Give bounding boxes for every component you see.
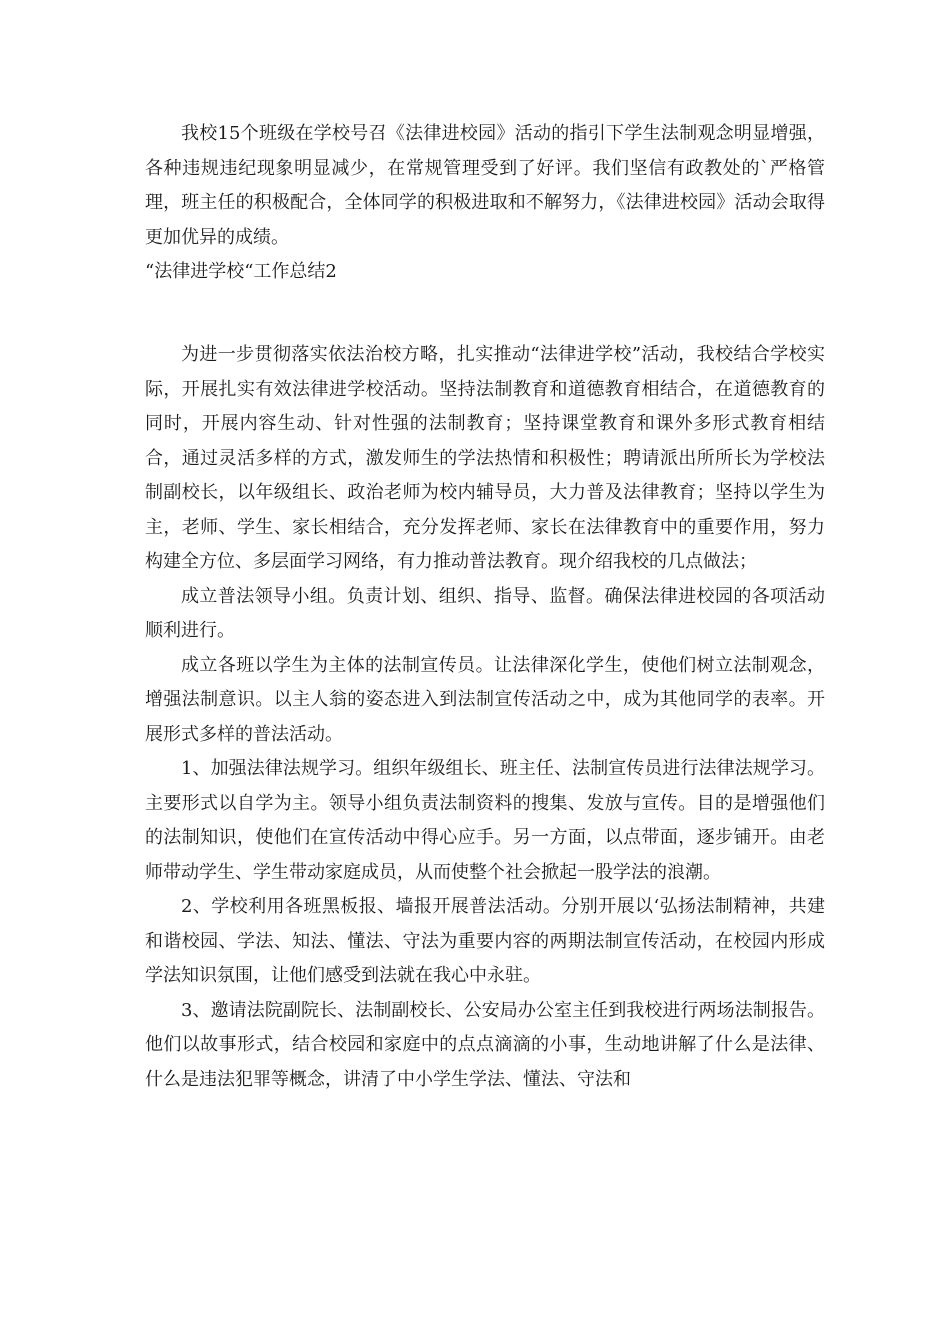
body-paragraph-3: 成立各班以学生为主体的法制宣传员。让法律深化学生，使他们树立法制观念，增强法制意识。以主人翁的姿态进入到法制宣传活动之中，成为其他同学的表率。开展形式多样的普法活动。	[145, 654, 825, 745]
body-paragraph-6: 3、邀请法院副院长、法制副校长、公安局办公室主任到我校进行两场法制报告。他们以故事形式，结合校园和家庭中的点点滴滴的小事，生动地讲解了什么是法律、什么是违法犯罪等概念，讲清了中小学生学法、懂法、守法和	[145, 999, 825, 1090]
body-paragraph-4: 1、加强法律法规学习。组织年级组长、班主任、法制宣传员进行法律法规学习。主要形式以自学为主。领导小组负责法制资料的搜集、发放与宣传。目的是增强他们的法制知识，使他们在宣传活动中得心应手。另一方面，以点带面，逐步铺开。由老师带动学生、学生带动家庭成员，从而使整个社会掀起一股学法的浪潮。	[145, 758, 825, 883]
section-heading: “法律进学校“工作总结2	[145, 261, 337, 282]
intro-paragraph: 我校15个班级在学校号召《法律进校园》活动的指引下学生法制观念明显增强，各种违规违纪现象明显减少，在常规管理受到了好评。我们坚信有政教处的`严格管理，班主任的积极配合，全体同学的积极进取和不解努力，《法律进校园》活动会取得更加优异的成绩。	[145, 123, 825, 248]
body-section	[145, 338, 825, 1097]
body-paragraph-2: 成立普法领导小组。负责计划、组织、指导、监督。确保法律进校园的各项活动顺利进行。	[145, 585, 825, 641]
body-paragraph-5: 2、学校利用各班黑板报、墙报开展普法活动。分别开展以‘弘扬法制精神，共建和谐校园、学法、知法、懂法、守法为重要内容的两期法制宣传活动，在校园内形成学法知识氛围，让他们感受到法就在我心中永驻。	[145, 896, 825, 986]
body-paragraph-1: 为进一步贯彻落实依法治校方略，扎实推动“法律进学校”活动，我校结合学校实际，开展扎实有效法律进学校活动。坚持法制教育和道德教育相结合，在道德教育的同时，开展内容生动、针对性强的法制教育；坚持课堂教育和课外多形式教育相结合，通过灵活多样的方式，激发师生的学法热情和积极性；聘请派出所所长为学校法制副校长，以年级组长、政治老师为校内辅导员，大力普及法律教育；坚持以学生为主，老师、学生、家长相结合，充分发挥老师、家长在法律教育中的重要作用，努力构建全方位、多层面学习网络，有力推动普法教育。现介绍我校的几点做法；	[145, 344, 825, 572]
intro-section	[145, 117, 825, 290]
